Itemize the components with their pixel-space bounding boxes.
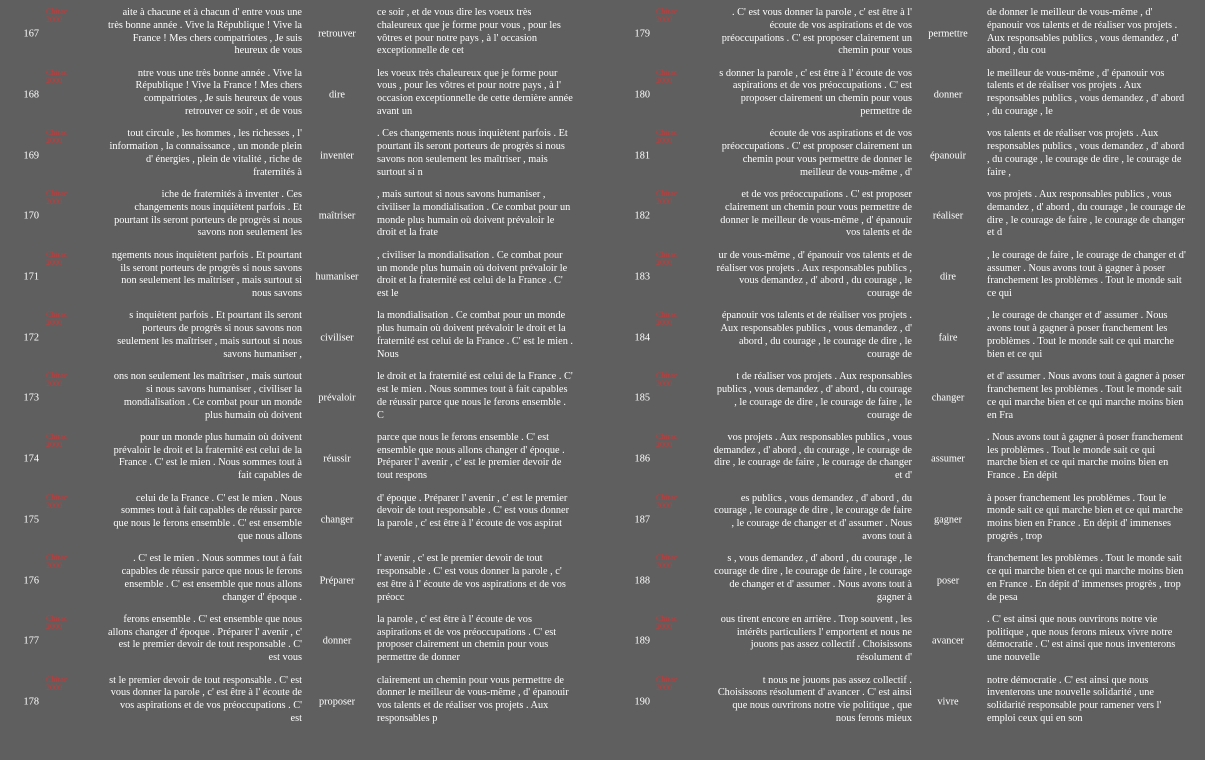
keyword: Préparer	[319, 575, 355, 587]
left-context: st le premier devoir de tout responsable . C' est vous donner la parole , c' est être à l' écoute de vos aspirations et de vos préoccupations . C' est	[109, 674, 302, 724]
source-label: Chirac 2000	[656, 613, 678, 631]
left-context: et de vos préoccupations . C' est proposer clairement un chemin pour vous permettre de donner le meilleur de vous-même , d' épanouir vos talents et de	[720, 189, 912, 239]
right-context: les voeux très chaleureux que je forme pour vous , pour les vôtres et pour notre pays , à l' occasion exceptionnelle de cette dernière année avant un	[377, 67, 573, 118]
left-context: ous tirent encore en arrière . Trop souvent , les intérêts particuliers l' emportent et nous ne jouons pas assez collectif . Choisissons résolument d'	[720, 613, 912, 664]
row-number: 190	[634, 696, 650, 708]
row-number: 173	[23, 393, 39, 405]
right-context: d' époque . Préparer l' avenir , c' est le premier devoir de tout responsable . C' est vous donner la parole , c' est être à l' écoute de vos aspirat	[377, 492, 570, 530]
concordance-row[interactable]	[0, 673, 590, 734]
keyword: inventer	[320, 150, 354, 162]
source-label: Chirac 2000	[656, 674, 678, 692]
left-context: ons non seulement les maîtriser , mais surtout si nous savons humaniser , civiliser la mondialisation . Ce combat pour un monde plus humain où doivent	[113, 371, 302, 421]
keyword: donner	[933, 89, 963, 101]
row-number: 182	[634, 211, 650, 223]
concordance-row[interactable]	[0, 308, 590, 369]
concordance-row[interactable]	[612, 126, 1205, 187]
keyword: dire	[939, 271, 956, 283]
source-label: Chirac 2000	[656, 371, 678, 389]
source-label: Chirac 2000	[46, 431, 68, 449]
keyword: retrouver	[318, 28, 356, 40]
concordance-row[interactable]	[612, 612, 1205, 673]
source-label: Chirac 2000	[656, 67, 678, 85]
right-context: l' avenir , c' est le premier devoir de tout responsable . C' est vous donner la parole , c' est être à l' écoute de vos aspirations et de vos préocc	[377, 553, 566, 603]
right-context: à poser franchement les problèmes . Tout le monde sait ce qui marche bien et ce qui marche moins bien en France . En dépit d' immenses progrès , trop	[987, 492, 1183, 542]
row-number: 176	[23, 575, 39, 587]
concordance-row[interactable]	[0, 491, 590, 552]
right-context: vos projets . Aux responsables publics , vous demandez , d' abord , du courage , le courage de dire , le courage de faire , le courage de changer et d	[987, 189, 1186, 239]
source-label: Chirac 2000	[46, 674, 68, 692]
right-context: , le courage de changer et d' assumer . Nous avons tout à gagner à poser franchement les problèmes . Tout le monde sait ce qui marche bien et ce qui	[987, 310, 1174, 360]
row-number: 179	[634, 28, 650, 40]
concordance-row[interactable]	[612, 673, 1205, 734]
concordance-row[interactable]	[0, 187, 590, 248]
concordance-row[interactable]	[612, 369, 1205, 430]
left-context: ntre vous une très bonne année . Vive la République ! Vive la France ! Mes chers compatriotes , Je suis heureux de vous retrouver ce soir , et de vous	[135, 67, 302, 118]
concordance-row[interactable]	[0, 248, 590, 309]
left-context: s donner la parole , c' est être à l' écoute de vos aspirations et de vos préoccupations . C' est proposer clairement un chemin pour vous permettre de	[719, 67, 912, 118]
source-label: Chirac 2000	[46, 371, 68, 389]
concordance-row[interactable]	[612, 248, 1205, 309]
keyword: vivre	[937, 696, 959, 708]
source-label: Chirac 2000	[46, 553, 68, 571]
keyword: maîtriser	[318, 211, 356, 223]
left-context: . C' est le mien . Nous sommes tout à fait capables de réussir parce que nous le ferons ensemble . C' est ensemble que nous allons changer d' époque .	[121, 553, 302, 603]
right-context: et d' assumer . Nous avons tout à gagner à poser franchement les problèmes . Tout le monde sait ce qui marche bien et ce qui marche moins bien en Fra	[987, 371, 1185, 421]
source-label: Chirac 2000	[46, 613, 68, 631]
source-label: Chirac 2000	[46, 67, 68, 85]
keyword: humaniser	[315, 271, 359, 283]
row-number: 188	[634, 575, 650, 587]
left-context: ur de vous-même , d' épanouir vos talents et de réaliser vos projets . Aux responsables publics , vous demandez , d' abord , du courage , le courage de	[716, 249, 912, 300]
source-label: Chirac 2000	[46, 7, 68, 24]
source-label: Chirac 2000	[656, 310, 678, 328]
keyword: prévaloir	[318, 393, 356, 405]
row-number: 180	[634, 89, 650, 101]
right-context: le droit et la fraternité est celui de la France . C' est le mien . Nous sommes tout à fait capables de réussir parce que nous le ferons ensemble . C	[377, 371, 573, 421]
right-context: . Ces changements nous inquiètent parfois . Et pourtant ils seront porteurs de progrès si nous savons non seulement les maîtriser , mais surtout si n	[377, 128, 568, 178]
right-context: la parole , c' est être à l' écoute de vos aspirations et de vos préoccupations . C' est proposer clairement un chemin pour vous permettre de donner	[377, 613, 557, 664]
right-context: le meilleur de vous-même , d' épanouir vos talents et de réaliser vos projets . Aux responsables publics , vous demandez , d' abord , du courage , le	[987, 67, 1185, 118]
left-context: pour un monde plus humain où doivent prévaloir le droit et la fraternité est celui de la France . C' est le mien . Nous sommes tout à fait capables de	[113, 431, 302, 482]
concordance-row[interactable]	[612, 551, 1205, 612]
concordance-row[interactable]	[0, 5, 590, 66]
row-number: 172	[23, 332, 39, 344]
source-label: Chirac 2000	[46, 310, 68, 328]
row-number: 177	[23, 635, 39, 647]
concordance-row[interactable]	[0, 612, 590, 673]
right-context: , civiliser la mondialisation . Ce combat pour un monde plus humain où doivent prévaloir le droit et la fraternité est celui de la France . C' est le	[377, 249, 568, 300]
row-number: 174	[23, 453, 39, 465]
concordance-row[interactable]	[612, 5, 1205, 66]
keyword: avancer	[931, 635, 964, 647]
concordance-row[interactable]	[612, 430, 1205, 491]
left-context: t de réaliser vos projets . Aux responsables publics , vous demandez , d' abord , du courage , le courage de dire , le courage de faire , le courage de	[716, 371, 912, 421]
right-context: franchement les problèmes . Tout le monde sait ce qui marche bien et ce qui marche moins bien en France . En dépit d' immenses progrès , trop de pesa	[987, 553, 1184, 603]
source-label: Chirac 2000	[656, 249, 678, 267]
row-number: 186	[634, 453, 650, 465]
row-number: 168	[23, 89, 39, 101]
row-number: 175	[23, 514, 39, 526]
right-context: parce que nous le ferons ensemble . C' est ensemble que nous allons changer d' époque . Préparer l' avenir , c' est le premier devoir de tout respons	[377, 431, 565, 482]
concordance-row[interactable]	[612, 308, 1205, 369]
left-context: aite à chacune et à chacun d' entre vous une très bonne année . Vive la République ! Vive la France ! Mes chers compatriotes , Je suis heureux de vous	[108, 7, 302, 57]
left-context: s , vous demandez , d' abord , du courage , le courage de dire , le courage de faire , le courage de changer et d' assumer . Nous avons tout à gagner à	[714, 553, 912, 603]
row-number: 171	[23, 271, 39, 283]
keyword: donner	[322, 635, 352, 647]
left-context: iche de fraternités à inventer . Ces changements nous inquiètent parfois . Et pourtant ils seront porteurs de progrès si nous savons non seulement les	[114, 189, 302, 239]
keyword: changer	[931, 393, 965, 405]
keyword: réussir	[323, 453, 351, 465]
right-context: , mais surtout si nous savons humaniser , civiliser la mondialisation . Ce combat pour un monde plus humain où doivent prévaloir le droit et la frate	[377, 189, 571, 239]
left-context: ferons ensemble . C' est ensemble que nous allons changer d' époque . Préparer l' avenir , c' est le premier devoir de tout responsable . C' est vous	[108, 613, 302, 664]
row-number: 185	[634, 393, 650, 405]
concordance-row[interactable]	[0, 66, 590, 127]
concordance-column-right	[612, 5, 1205, 733]
row-number: 189	[634, 635, 650, 647]
left-context: tout circule , les hommes , les richesses , l' information , la connaissance , un monde plein d' énergies , plein de vitalité , riche de fraternités à	[109, 128, 302, 178]
source-label: Chirac 2000	[656, 7, 678, 24]
source-label: Chirac 2000	[656, 189, 678, 207]
row-number: 183	[634, 271, 650, 283]
right-context: de donner le meilleur de vous-même , d' épanouir vos talents et de réaliser vos projets . Aux responsables publics , vous demandez , d' abord , du cou	[987, 7, 1179, 57]
concordance-row[interactable]	[612, 491, 1205, 552]
row-number: 187	[634, 514, 650, 526]
keyword: dire	[328, 89, 345, 101]
left-context: vos projets . Aux responsables publics , vous demandez , d' abord , du courage , le courage de dire , le courage de faire , le courage de changer et d'	[713, 431, 912, 482]
concordance-row[interactable]	[612, 187, 1205, 248]
keyword: gagner	[933, 514, 962, 526]
right-context: . C' est ainsi que nous ouvrirons notre vie politique , que nous ferons mieux vivre notre démocratie . C' est ainsi que nous inventerons une nouvelle	[987, 613, 1176, 664]
left-context: . C' est vous donner la parole , c' est être à l' écoute de vos aspirations et de vos préoccupations . C' est proposer clairement un chemin pour vous	[721, 7, 912, 57]
source-label: Chirac 2000	[46, 128, 68, 146]
concordance-row[interactable]	[0, 551, 590, 612]
row-number: 181	[634, 150, 650, 162]
row-number: 169	[23, 150, 39, 162]
keyword: civiliser	[320, 332, 354, 344]
keyword: permettre	[928, 28, 968, 40]
left-context: t nous ne jouons pas assez collectif . Choisissons résolument d' avancer . C' est ainsi que nous ouvrirons notre vie politique , que nous ferons mieux	[717, 674, 912, 724]
keyword: poser	[936, 575, 960, 587]
concordance-row[interactable]	[0, 369, 590, 430]
row-number: 178	[23, 696, 39, 708]
right-context: ce soir , et de vous dire les voeux très chaleureux que je forme pour vous , pour les vôtres et pour notre pays , à l' occasion exceptionnelle de cet	[377, 7, 561, 57]
source-label: Chirac 2000	[656, 128, 678, 146]
left-context: ngements nous inquiètent parfois . Et pourtant ils seront porteurs de progrès si nous savons non seulement les maîtriser , mais surtout si nous savons	[111, 249, 302, 300]
keyword: changer	[320, 514, 354, 526]
right-context: . Nous avons tout à gagner à poser franchement les problèmes . Tout le monde sait ce qui marche bien et ce qui marche moins bien en France . En dépit	[987, 431, 1183, 482]
keyword: proposer	[318, 696, 356, 708]
concordance-column-left	[0, 5, 590, 733]
source-label: Chirac 2000	[656, 553, 678, 571]
keyword: épanouir	[929, 150, 967, 162]
right-context: , le courage de faire , le courage de changer et d' assumer . Nous avons tout à gagner à poser franchement les problèmes . Tout le monde sait ce qui	[987, 249, 1186, 300]
concordance-row[interactable]	[0, 126, 590, 187]
left-context: écoute de vos aspirations et de vos préoccupations . C' est proposer clairement un chemin pour vous permettre de donner le meilleur de vous-même , d'	[721, 128, 912, 178]
left-context: celui de la France . C' est le mien . Nous sommes tout à fait capables de réussir parce que nous le ferons ensemble . C' est ensemble que nous allons	[113, 492, 302, 542]
row-number: 167	[23, 28, 39, 40]
right-context: vos talents et de réaliser vos projets . Aux responsables publics , vous demandez , d' abord , du courage , le courage de dire , le courage de faire ,	[987, 128, 1185, 178]
source-label: Chirac 2000	[656, 492, 678, 510]
right-context: notre démocratie . C' est ainsi que nous inventerons une nouvelle solidarité , une solidarité responsable pour ramener vers l' emploi ceux qui en son	[987, 674, 1162, 724]
left-context: s inquiètent parfois . Et pourtant ils seront porteurs de progrès si nous savons non seulement les maîtriser , mais surtout si nous savons humaniser ,	[117, 310, 302, 360]
left-context: épanouir vos talents et de réaliser vos projets . Aux responsables publics , vous demandez , d' abord , du courage , le courage de dire , le courage de	[720, 310, 912, 360]
keyword: faire	[938, 332, 958, 344]
right-context: clairement un chemin pour vous permettre de donner le meilleur de vous-même , d' épanouir vos talents et de réaliser vos projets . Aux responsables p	[377, 674, 569, 724]
keyword: assumer	[931, 453, 965, 465]
right-context: la mondialisation . Ce combat pour un monde plus humain où doivent prévaloir le droit et la fraternité est celui de la France . C' est le mien . Nous	[377, 310, 573, 360]
keyword: réaliser	[932, 211, 964, 223]
concordance-row[interactable]	[612, 66, 1205, 127]
source-label: Chirac 2000	[656, 431, 678, 449]
source-label: Chirac 2000	[46, 249, 68, 267]
source-label: Chirac 2000	[46, 189, 68, 207]
row-number: 170	[23, 211, 39, 223]
concordance-row[interactable]	[0, 430, 590, 491]
row-number: 184	[634, 332, 650, 344]
source-label: Chirac 2000	[46, 492, 68, 510]
left-context: es publics , vous demandez , d' abord , du courage , le courage de dire , le courage de faire , le courage de changer et d' assumer . Nous avons tout à	[714, 492, 912, 542]
